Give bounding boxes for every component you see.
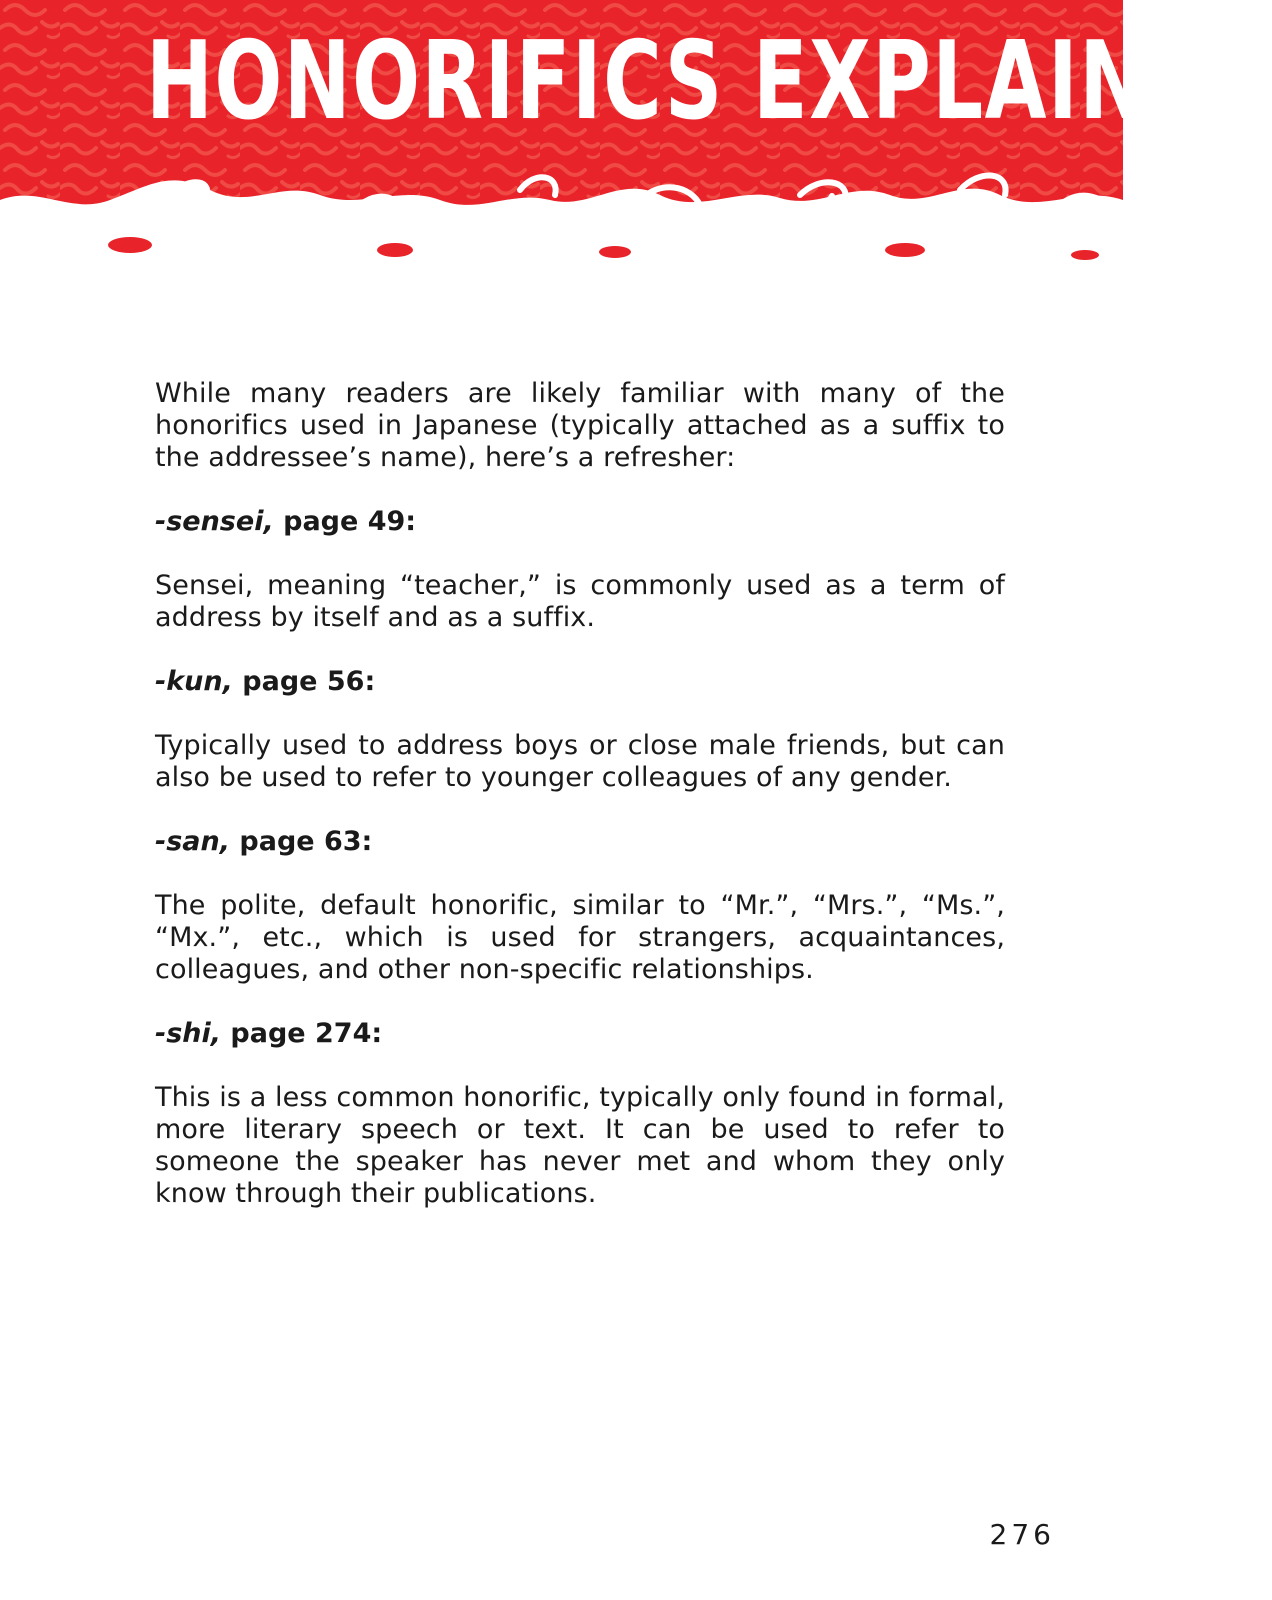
entry-description-san: The polite, default honorific, similar to “Mr.”, “Mrs.”, “Ms.”, “Mx.”, etc., which is used for strangers, acquaintances, colleagues, and other non-specific relationships.: [155, 890, 1005, 985]
header-banner: [0, 0, 1272, 270]
page-number: 276: [989, 1518, 1055, 1551]
entry-description-shi: This is a less common honorific, typically only found in formal, more literary speech or text. It can be used to refer to someone the speaker has never met and whom they only know through their publications.: [155, 1082, 1005, 1209]
entry-term: -san,: [155, 826, 230, 857]
entry-heading-san: [155, 826, 1005, 858]
page-title: HONORIFICS EXPLAINED: [145, 19, 1272, 144]
entry-page-label: page 63:: [239, 826, 373, 857]
intro-paragraph: While many readers are likely familiar with many of the honorifics used in Japanese (typically attached as a suffix to the addressee’s name), here’s a refresher:: [155, 378, 1005, 473]
entry-description-sensei: Sensei, meaning “teacher,” is commonly used as a term of address by itself and as a suffix.: [155, 570, 1005, 633]
entry-heading-kun: [155, 666, 1005, 698]
entry-page-label: page 274:: [230, 1018, 383, 1049]
entry-term: -sensei,: [155, 506, 274, 537]
entry-description-kun: Typically used to address boys or close male friends, but can also be used to refer to younger colleagues of any gender.: [155, 730, 1005, 793]
entry-term: -shi,: [155, 1018, 222, 1049]
entry-page-label: page 56:: [242, 666, 376, 697]
entry-page-label: page 49:: [283, 506, 417, 537]
entry-heading-sensei: [155, 506, 1005, 538]
body-content: [155, 378, 1005, 1210]
entry-term: -kun,: [155, 666, 233, 697]
entry-heading-shi: [155, 1018, 1005, 1050]
